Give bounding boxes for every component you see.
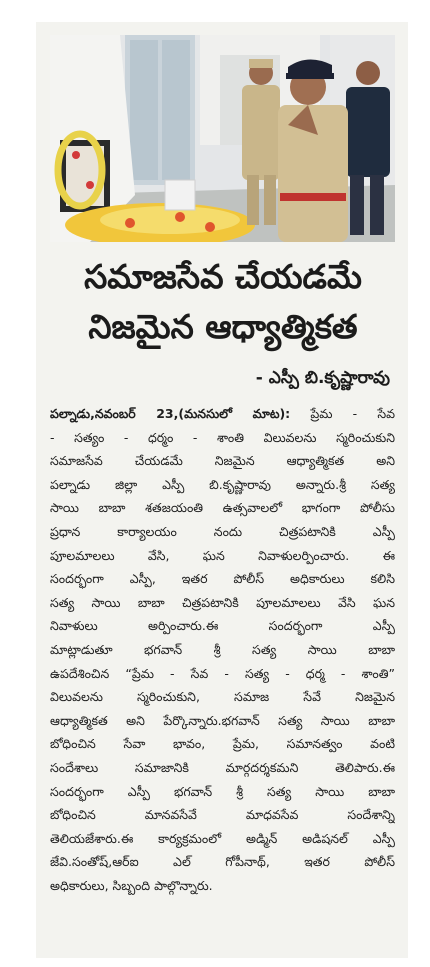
article-line: సత్య సాయి బాబా చిత్రపటానికి పూలమాలలు వేసి ఘన	[50, 594, 395, 610]
news-photo	[50, 35, 395, 242]
article-line: బోధించిన సేవా భావం, ప్రేమ, సమానత్వం వంటి	[50, 736, 395, 752]
headline-line-2: నిజమైన ఆధ్యాత్మికత	[88, 307, 358, 346]
article-line: సందర్భంగా ఎస్పీ భగవాన్ శ్రీ సత్య సాయి బాబా	[50, 783, 395, 799]
article-line-text: ప్రేమ - సేవ	[290, 406, 395, 421]
article-line: విలువలను స్మరించుకుని, సమాజ సేవే నిజమైన	[50, 689, 395, 705]
article-line: జేవి.సంతోష్,ఆర్ఐ ఎల్ గోపీనాథ్, ఇతర పోలీస్	[50, 854, 395, 870]
headline-line-1: సమాజసేవ చేయడమే	[84, 257, 362, 296]
article-line: ఆధ్యాత్మికత అని పేర్కొన్నారు.భగవాన్ సత్య సాయి బాబా	[50, 712, 395, 728]
photo-illustration	[50, 35, 395, 242]
article-line: పూలమాలలు వేసి, ఘన నివాళులర్పించారు. ఈ	[50, 547, 395, 563]
article-line	[50, 402, 395, 426]
article-line: సందేశాలు సమాజానికి మార్గదర్శకమని తెలిపారు.ఈ	[50, 759, 395, 775]
dateline: పల్నాడు,నవంబర్ 23,(మనసులో మాట):	[50, 406, 291, 421]
article-line: సందర్భంగా ఎస్పీ, ఇతర పోలీస్ అధికారులు కలిసి	[50, 571, 395, 587]
article-line: - సత్యం - ధర్మం - శాంతి విలువలను స్మరించుకుని	[50, 429, 395, 445]
article-line: సమాజసేవ చేయడమే నిజమైన ఆధ్యాత్మికత అని	[50, 453, 395, 469]
article-line: నివాళులు అర్పించారు.ఈ సందర్భంగా ఎస్పీ	[50, 618, 395, 634]
article-line: ఉపదేశించిన “ప్రేమ - సేవ - సత్య - ధర్మ - శాంతి”	[50, 665, 395, 681]
article-line: ప్రధాన కార్యాలయం నందు చిత్రపటానికి ఎస్పీ	[50, 523, 395, 539]
article-line: సాయి బాబా శతజయంతి ఉత్సవాలలో భాగంగా పోలీసు	[50, 500, 395, 516]
article-line: తెలియజేశారు.ఈ కార్యక్రమంలో అడ్మిన్ అడిషనల్ ఎస్పీ	[50, 830, 395, 846]
article-line: బోధించిన మానవసేవే మాధవసేవ సందేశాన్ని	[50, 807, 395, 823]
article-line: పల్నాడు జిల్లా ఎస్పీ బి.కృష్ణారావు అన్నారు.శ్రీ సత్య	[50, 476, 395, 492]
article-body	[50, 402, 395, 897]
byline: - ఎస్పీ బి.కృష్ణారావు	[255, 368, 390, 388]
article-line: అధికారులు, సిబ్బంది పాల్గొన్నారు.	[50, 877, 213, 893]
article-line: మాట్లాడుతూ భగవాన్ శ్రీ సత్య సాయి బాబా	[50, 641, 395, 657]
